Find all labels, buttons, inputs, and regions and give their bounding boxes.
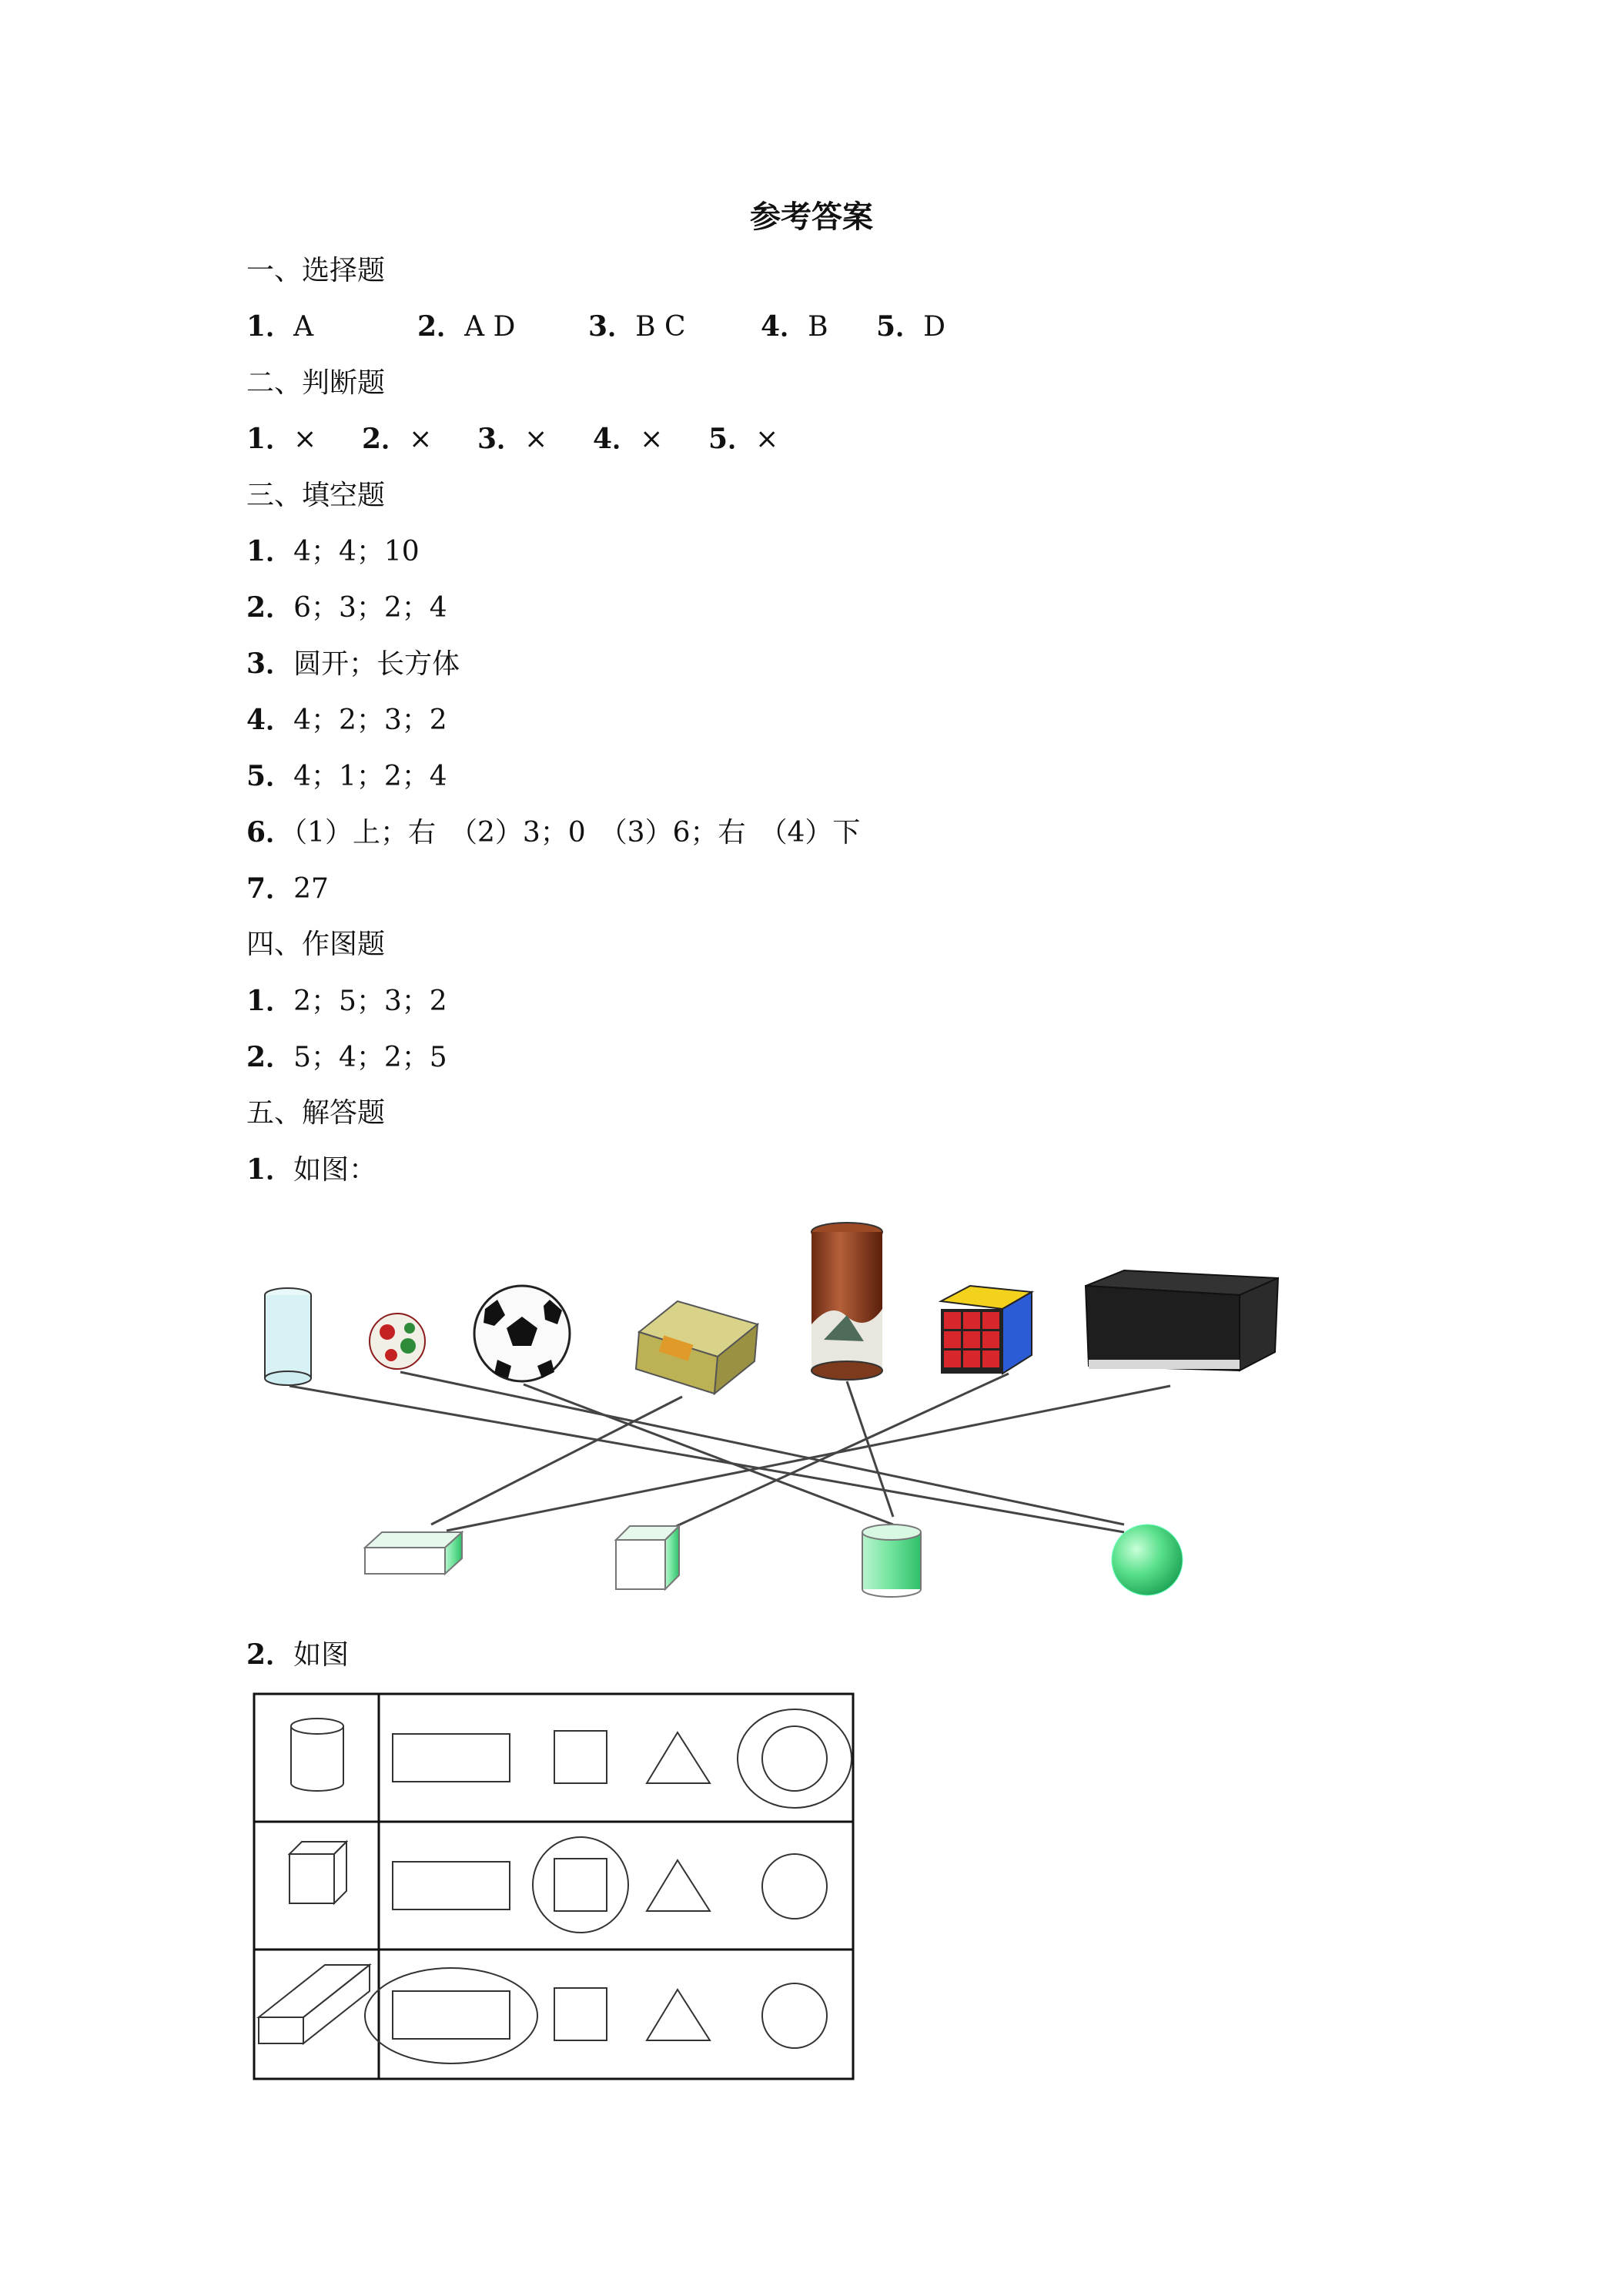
matching-lines [289, 1372, 1170, 1532]
answer-item: 2．A D [417, 310, 516, 343]
fill-answer-2: 2．6；3；2；4 [246, 591, 447, 624]
sphere-solid [1112, 1525, 1183, 1595]
circle-shape [762, 1726, 827, 1791]
rubiks-cube-image [941, 1286, 1032, 1374]
circle-shape [762, 1983, 827, 2048]
square-shape [554, 1859, 607, 1911]
answer-item: 5．D [876, 310, 945, 343]
selection-ellipse [533, 1837, 628, 1933]
fill-answer-1: 1．4；4；10 [246, 535, 420, 567]
fill-answer-7: 7．27 [246, 872, 329, 905]
answer-item: 3．× [477, 423, 548, 455]
cube-solid [616, 1526, 679, 1589]
cylinder-solid [862, 1525, 921, 1597]
fill-answer-5: 5．4；1；2；4 [246, 760, 447, 792]
glass-cup-image [265, 1288, 311, 1385]
triangle-shape [647, 1990, 710, 2040]
section-heading-choice: 一、选择题 [246, 255, 386, 286]
cuboid-outline-icon [259, 1965, 370, 2043]
section-heading-draw: 四、作图题 [246, 929, 386, 960]
section-heading-fill: 三、填空题 [246, 480, 386, 511]
answer-item: 1．× [246, 423, 317, 455]
triangle-shape [647, 1860, 710, 1911]
square-shape [554, 1731, 607, 1783]
answer-item: 4．B [761, 310, 828, 343]
page-title: 参考答案 [750, 199, 873, 235]
soccer-ball-image [474, 1286, 570, 1381]
section-heading-judge: 二、判断题 [246, 367, 386, 399]
circle-shape [762, 1854, 827, 1919]
selection-ellipse [365, 1968, 537, 2063]
answer-item: 3．B C [588, 310, 686, 343]
draw-answer-2: 2．5；4；2；5 [246, 1041, 447, 1073]
rectangle-shape [393, 1862, 510, 1909]
cuboid-solid [365, 1532, 462, 1574]
triangle-shape [647, 1732, 710, 1783]
answer-item: 4．× [593, 423, 664, 455]
cylinder-outline-icon [291, 1719, 343, 1791]
tea-can-image [812, 1223, 882, 1380]
fill-answer-6: 6．（1）上；右 （2）3；0 （3）6；右 （4）下 [246, 816, 861, 848]
matching-figure [239, 1209, 1317, 1609]
cube-outline-icon [289, 1842, 346, 1903]
section-heading-solve: 五、解答题 [246, 1097, 386, 1129]
answer-item: 5．× [708, 423, 779, 455]
fill-answer-4: 4．4；2；3；2 [246, 704, 447, 736]
square-shape [554, 1988, 607, 2040]
answer-item: 2．× [362, 423, 433, 455]
draw-answer-1: 1．2；5；3；2 [246, 985, 447, 1017]
rectangle-shape [393, 1991, 510, 2039]
answer-item: 1．A [246, 310, 314, 343]
shoe-box-image [1086, 1270, 1278, 1371]
solve-answer-2: 2．如图 [246, 1638, 350, 1671]
fill-answer-3: 3．圆开；长方体 [246, 648, 460, 680]
solve-answer-1: 1．如图： [246, 1153, 377, 1186]
gift-box-image [636, 1301, 758, 1394]
faces-table-figure [246, 1686, 862, 2087]
small-ball-image [370, 1314, 425, 1369]
selection-ellipse [738, 1709, 852, 1808]
rectangle-shape [393, 1734, 510, 1782]
